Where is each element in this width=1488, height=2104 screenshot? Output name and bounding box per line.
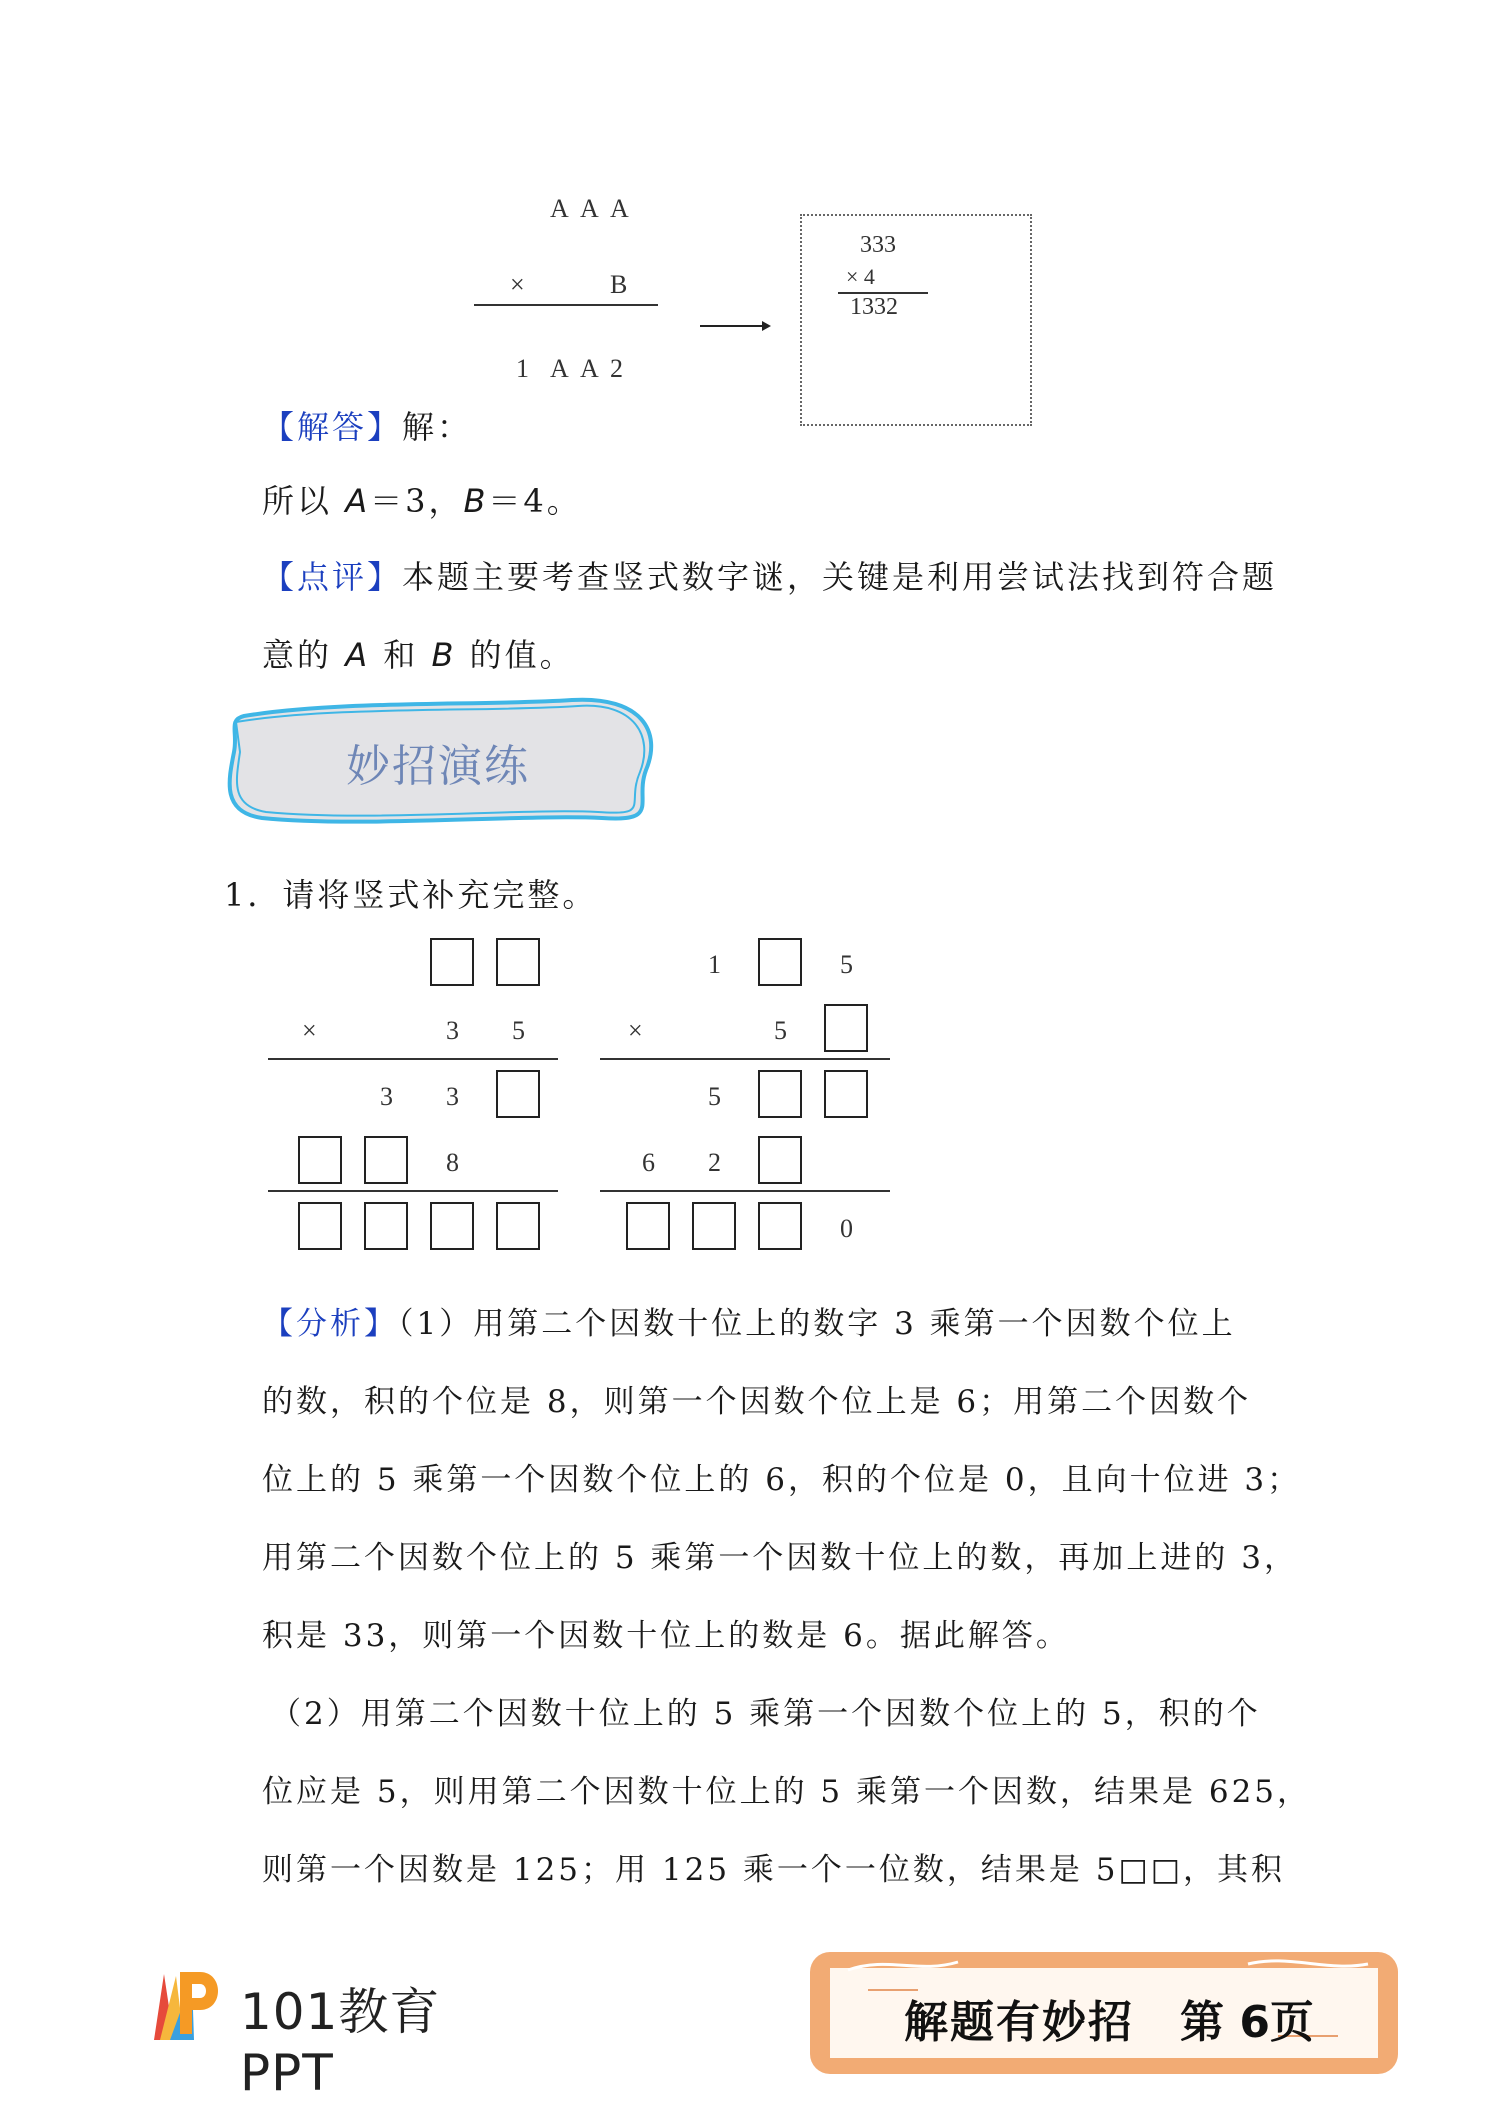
- analysis-text: （1）用第二个因数十位上的数字 3 乘第一个因数个位上: [398, 1306, 1236, 1342]
- blank-box[interactable]: [364, 1202, 408, 1250]
- solution-product: 1332: [850, 294, 898, 320]
- blank-box[interactable]: [824, 1004, 868, 1052]
- analysis-line-5: 积是 33，则第一个因数十位上的数是 6。据此解答。: [262, 1618, 1070, 1654]
- comment-line-2: [262, 630, 575, 676]
- blank-box[interactable]: [758, 1202, 802, 1250]
- comment-text-1: 本题主要考查竖式数字谜，关键是利用尝试法找到符合题: [402, 558, 1278, 596]
- footer-title: 解题有妙招: [904, 1997, 1134, 2048]
- analysis-line-6: （2）用第二个因数十位上的 5 乘第一个因数个位上的 5，积的个: [270, 1696, 1261, 1732]
- p1-p2: 8: [446, 1148, 459, 1177]
- p1-p1b: 3: [446, 1082, 459, 1111]
- page-number: 第 6页: [1180, 1997, 1314, 2048]
- brand-logo-icon: [140, 1960, 224, 2044]
- problem-2: [594, 934, 894, 1264]
- blank-box[interactable]: [430, 938, 474, 986]
- answer-values: [262, 476, 582, 522]
- comment-p1: 意的: [262, 636, 346, 674]
- p2-last: 0: [840, 1214, 853, 1243]
- comment-var-b: B: [431, 636, 457, 674]
- analysis-line-1: [262, 1298, 1236, 1343]
- example-puzzle: [470, 190, 670, 400]
- puzzle-r1: 1: [516, 354, 529, 383]
- analysis-line-3: 位上的 5 乘第一个因数个位上的 6，积的个位是 0，且向十位进 3；: [262, 1462, 1302, 1498]
- blank-box[interactable]: [496, 938, 540, 986]
- blank-box[interactable]: [496, 1202, 540, 1250]
- p2-rule-2: [600, 1190, 890, 1192]
- blank-box[interactable]: [758, 1070, 802, 1118]
- puzzle-r2: A: [550, 354, 569, 383]
- comment-tag: 【点评】: [262, 558, 403, 596]
- var-b: B: [463, 482, 489, 520]
- b-value: ＝4。: [488, 482, 582, 520]
- comment-line-1: [262, 552, 1277, 598]
- brand-name: 101教育PPT: [240, 1983, 441, 2102]
- blank-box[interactable]: [298, 1136, 342, 1184]
- var-a: A: [345, 482, 371, 520]
- puzzle-r3: A: [580, 354, 599, 383]
- p2-p1: 5: [708, 1082, 721, 1111]
- solution-multiplicand: 333: [860, 232, 896, 258]
- blank-box[interactable]: [430, 1202, 474, 1250]
- blank-box[interactable]: [364, 1136, 408, 1184]
- p2-p2b: 2: [708, 1148, 721, 1177]
- puzzle-r4: 2: [610, 354, 623, 383]
- puzzle-b: B: [610, 270, 628, 299]
- comment-p2: 和: [370, 636, 432, 674]
- answer-prefix: 所以: [262, 482, 346, 520]
- blank-box[interactable]: [298, 1202, 342, 1250]
- arrow-right-icon: [698, 318, 772, 334]
- answer-line: [262, 402, 472, 448]
- blank-box[interactable]: [692, 1202, 736, 1250]
- answer-tag: 【解答】: [262, 408, 403, 446]
- p2-m1: 5: [774, 1016, 787, 1045]
- analysis-line-8: 则第一个因数是 125；用 125 乘一个一位数，结果是 5□□，其积: [262, 1852, 1286, 1888]
- a-value: ＝3，: [370, 482, 464, 520]
- footer-page-banner: [808, 1950, 1400, 2076]
- blank-box[interactable]: [496, 1070, 540, 1118]
- footer-brand: [140, 1960, 520, 2102]
- solution-times: × 4: [846, 264, 875, 289]
- p1-m1: 3: [446, 1016, 459, 1045]
- blank-box[interactable]: [758, 1136, 802, 1184]
- puzzle-times: ×: [510, 270, 525, 299]
- puzzle-a1: A: [550, 194, 569, 223]
- p2-rule-1: [600, 1058, 890, 1060]
- blank-box[interactable]: [758, 938, 802, 986]
- comment-var-a: A: [345, 636, 371, 674]
- p1-rule-1: [268, 1058, 558, 1060]
- question-text: 1．请将竖式补充完整。: [224, 876, 598, 914]
- analysis-line-4: 用第二个因数个位上的 5 乘第一个因数十位上的数，再加上进的 3，: [262, 1540, 1299, 1576]
- banner-title: 妙招演练: [346, 741, 530, 792]
- analysis-line-2: 的数，积的个位是 8，则第一个因数个位上是 6；用第二个因数个: [262, 1384, 1252, 1420]
- p2-p2a: 6: [642, 1148, 655, 1177]
- solution-box: [800, 214, 1032, 426]
- answer-text: 解：: [402, 408, 473, 446]
- p1-p1a: 3: [380, 1082, 393, 1111]
- p1-times: ×: [302, 1016, 317, 1045]
- p2-top3: 5: [840, 950, 853, 979]
- blank-box[interactable]: [824, 1070, 868, 1118]
- p2-top1: 1: [708, 950, 721, 979]
- puzzle-a3: A: [610, 194, 629, 223]
- problem-1: [262, 934, 562, 1264]
- analysis-tag: 【分析】: [262, 1306, 398, 1342]
- puzzle-rule: [474, 304, 658, 306]
- analysis-line-7: 位应是 5，则用第二个因数十位上的 5 乘第一个因数，结果是 625，: [262, 1774, 1312, 1810]
- p2-times: ×: [628, 1016, 643, 1045]
- puzzle-a2: A: [580, 194, 599, 223]
- p1-rule-2: [268, 1190, 558, 1192]
- p1-m2: 5: [512, 1016, 525, 1045]
- blank-box[interactable]: [626, 1202, 670, 1250]
- section-banner: [222, 692, 656, 832]
- comment-p3: 的值。: [456, 636, 575, 674]
